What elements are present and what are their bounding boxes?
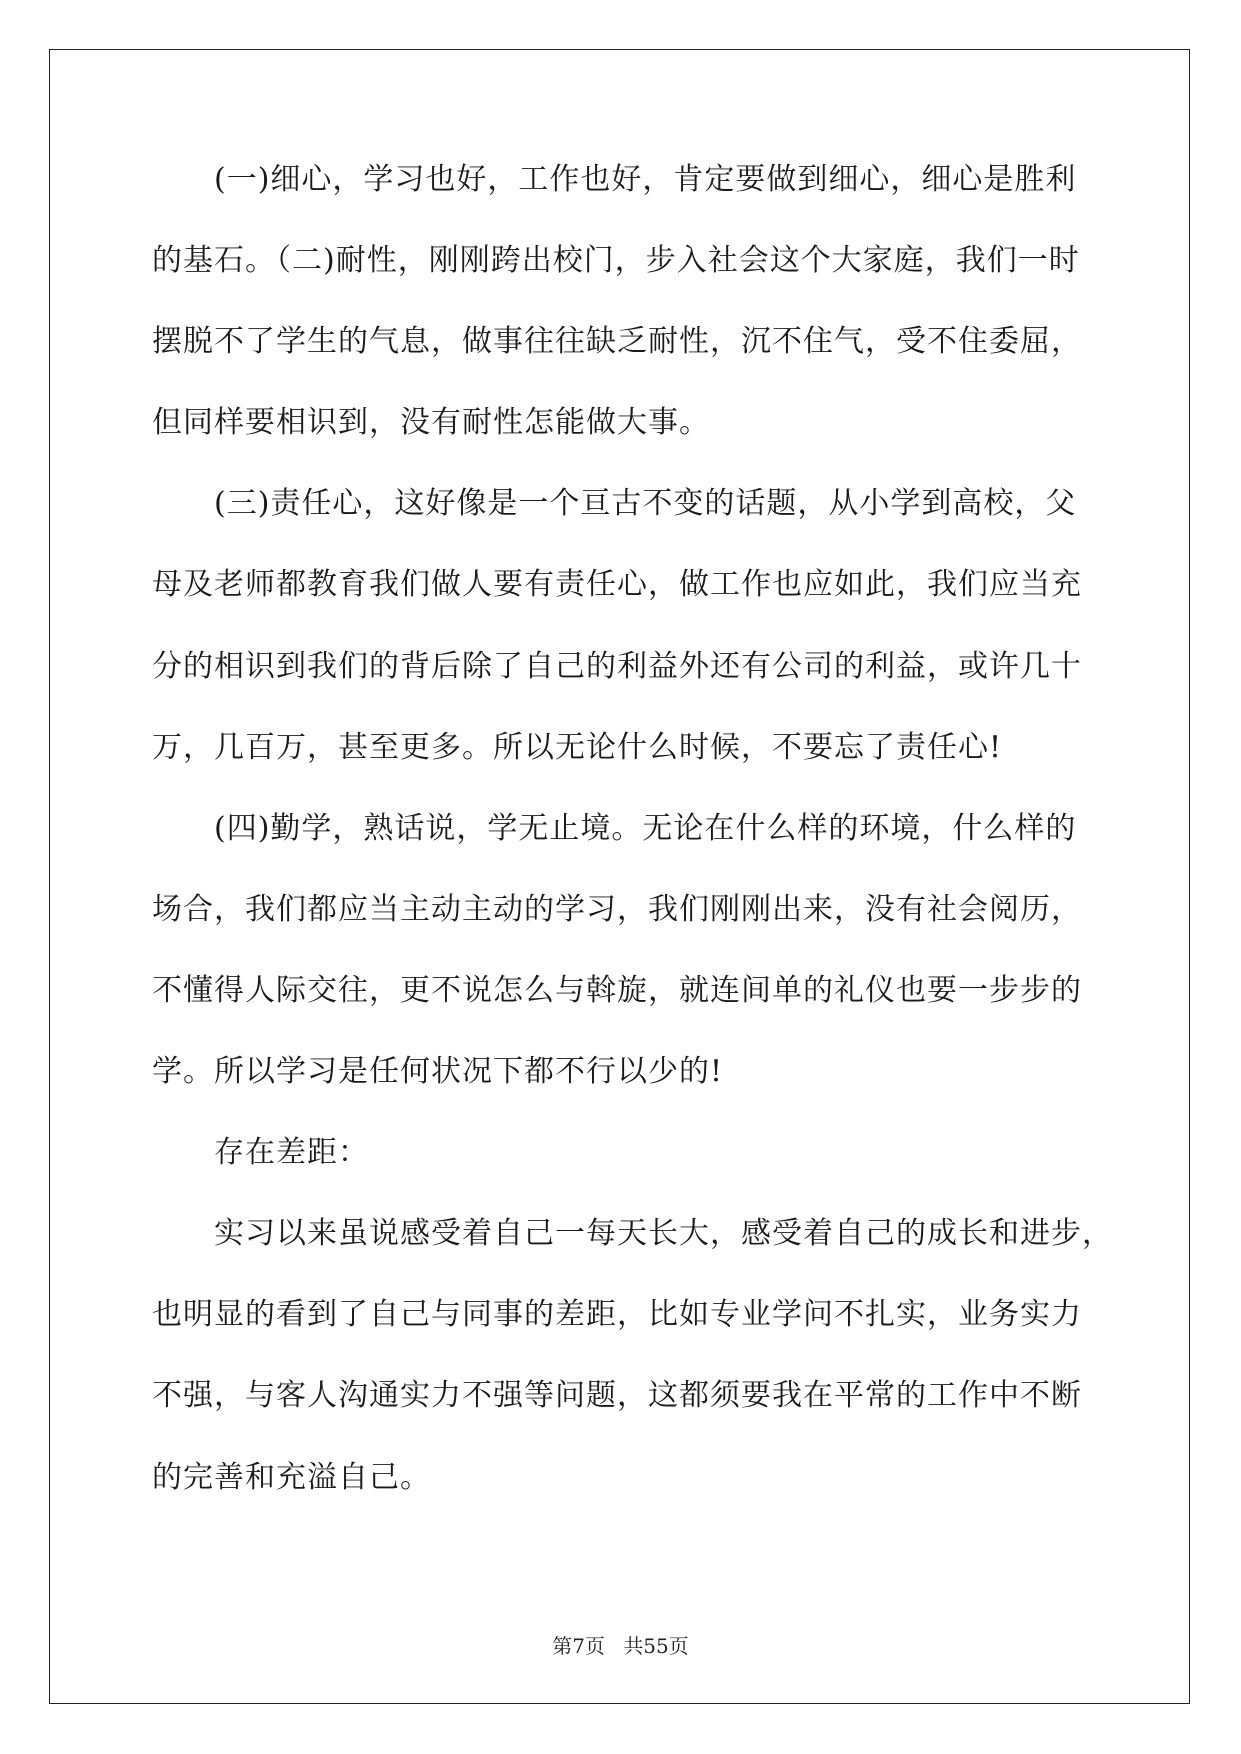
text-line: 母及老师都教育我们做人要有责任心，做工作也应如此，我们应当充 (152, 567, 1082, 603)
text-line: (三)责任心，这好像是一个亘古不变的话题，从小学到高校，父 (152, 486, 1077, 522)
text-line: 也明显的看到了自己与同事的差距，比如专业学问不扎实，业务实力 (152, 1297, 1082, 1333)
text-line: 万，几百万，甚至更多。所以无论什么时候，不要忘了责任心! (152, 729, 1003, 765)
text-line: 不懂得人际交往，更不说怎么与斡旋，就连间单的礼仪也要一步步的 (152, 972, 1082, 1008)
text-line: 分的相识到我们的背后除了自己的利益外还有公司的利益，或许几十 (152, 648, 1082, 684)
page-number: 第7页 (552, 1634, 605, 1658)
text-line: 存在差距： (152, 1135, 369, 1171)
text-line: (一)细心，学习也好，工作也好，肯定要做到细心，细心是胜利 (152, 162, 1077, 197)
text-line: 场合，我们都应当主动主动的学习，我们刚刚出来，没有社会阅历， (152, 891, 1082, 927)
text-line: 但同样要相识到，没有耐性怎能做大事。 (152, 405, 710, 441)
page-total: 共55页 (623, 1634, 689, 1658)
text-line: 摆脱不了学生的气息，做事往往缺乏耐性，沉不住气，受不住委屈， (152, 324, 1082, 360)
text-line: 的基石。（二)耐性，刚刚跨出校门，步入社会这个大家庭，我们一时 (152, 243, 1080, 279)
text-line: (四)勤学，熟话说，学无止境。无论在什么样的环境，什么样的 (152, 810, 1077, 846)
document-body (152, 160, 1113, 1539)
text-line: 学。所以学习是任何状况下都不行以少的! (152, 1054, 724, 1090)
page-footer (0, 1630, 1241, 1659)
text-line: 实习以来虽说感受着自己一每天长大，感受着自己的成长和进步， (152, 1216, 1113, 1252)
text-line: 的完善和充溢自己。 (152, 1459, 431, 1495)
text-line: 不强，与客人沟通实力不强等问题，这都须要我在平常的工作中不断 (152, 1378, 1082, 1414)
